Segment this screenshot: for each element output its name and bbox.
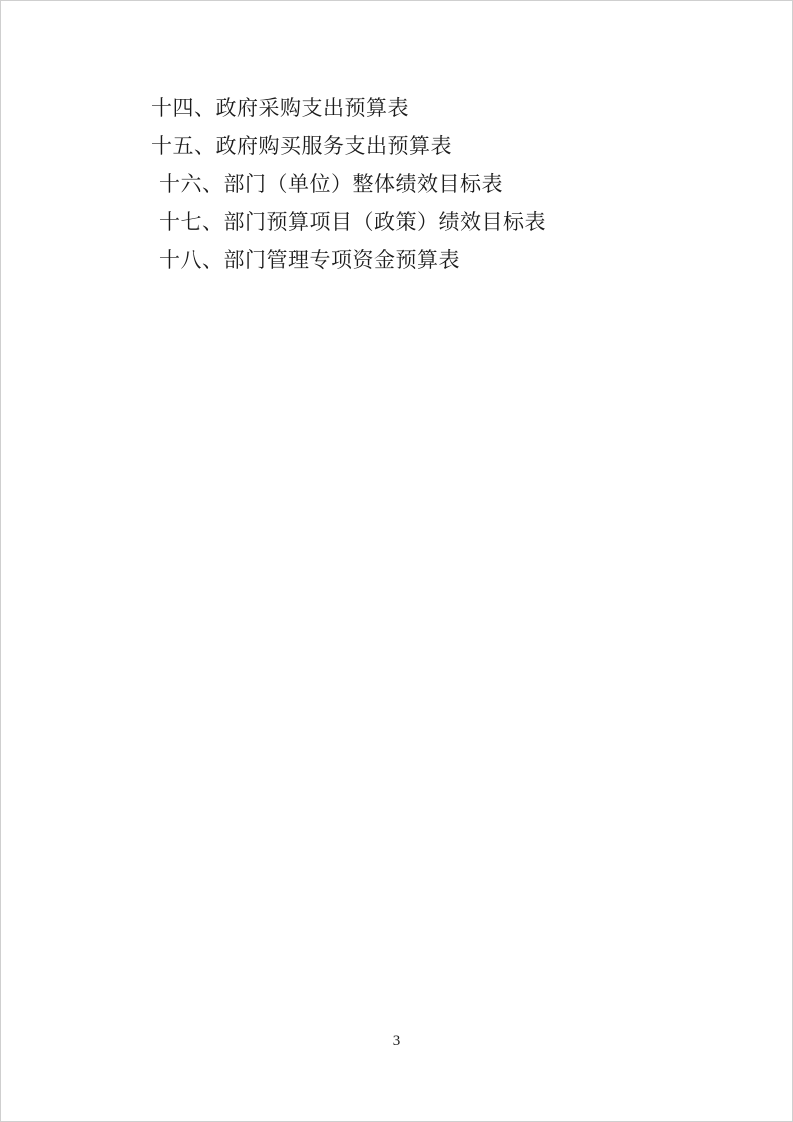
list-item: 十八、部门管理专项资金预算表 <box>159 248 460 272</box>
list-item: 十七、部门预算项目（政策）绩效目标表 <box>159 210 546 234</box>
list-item: 十四、政府采购支出预算表 <box>151 96 409 120</box>
list-item: 十五、政府购买服务支出预算表 <box>151 134 452 158</box>
list-item: 十六、部门（单位）整体绩效目标表 <box>159 172 503 196</box>
toc-list <box>151 89 651 279</box>
page-number: 3 <box>392 1033 401 1049</box>
